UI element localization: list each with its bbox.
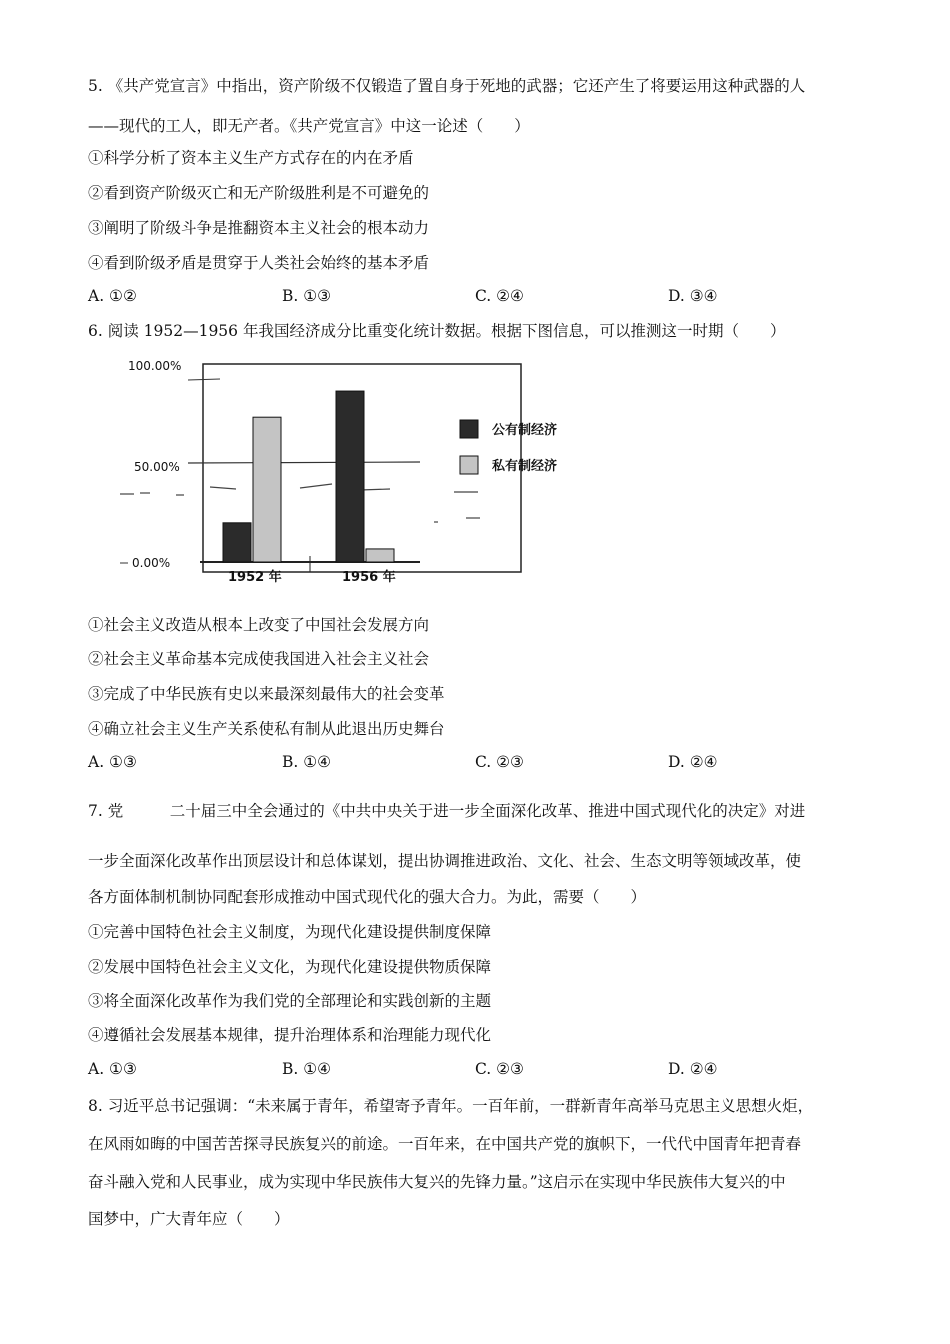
- q6-item-3: ③完成了中华民族有史以来最深刻最伟大的社会变革: [88, 685, 445, 703]
- q7-stem-line3: 各方面体制机制协同配套形成推动中国式现代化的强大合力。为此，需要（ ）: [88, 888, 647, 906]
- q7-item-1: ①完善中国特色社会主义制度，为现代化建设提供制度保障: [88, 923, 492, 941]
- ytick-label-100: 100.00%: [128, 359, 182, 373]
- q7-item-2: ②发展中国特色社会主义文化，为现代化建设提供物质保障: [88, 958, 492, 976]
- q5-item-2: ②看到资产阶级灭亡和无产阶级胜利是不可避免的: [88, 184, 430, 202]
- q8-stem-line1: 8. 习近平总书记强调：“未来属于青年，希望寄予青年。一百年前，一群新青年高举马克思主义思想火炬，: [88, 1097, 814, 1115]
- q6-item-1: ①社会主义改造从根本上改变了中国社会发展方向: [88, 616, 430, 634]
- q6-item-4: ④确立社会主义生产关系使私有制从此退出历史舞台: [88, 720, 445, 738]
- q6-option-d[interactable]: D. ②④: [668, 753, 718, 771]
- q7-option-c[interactable]: C. ②③: [475, 1060, 524, 1078]
- economic-composition-chart: [120, 356, 600, 588]
- q8-stem-line4: 国梦中，广大青年应（ ）: [88, 1210, 290, 1228]
- bar-1956-private: [366, 549, 394, 562]
- q6-option-a[interactable]: A. ①③: [88, 753, 137, 771]
- q5-option-c[interactable]: C. ②④: [475, 287, 524, 305]
- q5-item-1: ①科学分析了资本主义生产方式存在的内在矛盾: [88, 149, 414, 167]
- q8-stem-line2: 在风雨如晦的中国苦苦探寻民族复兴的前途。一百年来，在中国共产党的旗帜下，一代代中国青年把青春: [88, 1135, 802, 1153]
- q7-option-d[interactable]: D. ②④: [668, 1060, 718, 1078]
- q5-stem-line1: 5. 《共产党宣言》中指出，资产阶级不仅锻造了置自身于死地的武器；它还产生了将要运用这种武器的人: [88, 77, 806, 95]
- gridline-100: [188, 379, 220, 380]
- q6-stem: 6. 阅读 1952—1956 年我国经济成分比重变化统计数据。根据下图信息，可以推测这一时期（ ）: [88, 322, 786, 340]
- q6-option-b[interactable]: B. ①④: [282, 753, 332, 771]
- q6-item-2: ②社会主义革命基本完成使我国进入社会主义社会: [88, 650, 430, 668]
- q7-option-b[interactable]: B. ①④: [282, 1060, 332, 1078]
- xtick-label-1956: 1956 年: [342, 570, 396, 585]
- q5-option-a[interactable]: A. ①②: [88, 287, 137, 305]
- q8-stem-line3: 奋斗融入党和人民事业，成为实现中华民族伟大复兴的先锋力量。”这启示在实现中华民族伟大复兴的中: [88, 1173, 786, 1191]
- q7-item-4: ④遵循社会发展基本规律，提升治理体系和治理能力现代化: [88, 1026, 492, 1044]
- legend-label-private: 私有制经济: [492, 459, 558, 474]
- gridline-50: [188, 462, 420, 463]
- q6-option-c[interactable]: C. ②③: [475, 753, 524, 771]
- q5-item-3: ③阐明了阶级斗争是推翻资本主义社会的根本动力: [88, 219, 430, 237]
- bar-1952-private: [253, 417, 281, 562]
- legend-swatch-private: [460, 456, 478, 474]
- legend-label-public: 公有制经济: [492, 423, 558, 438]
- bar-1952-public: [223, 523, 251, 562]
- q7-option-a[interactable]: A. ①③: [88, 1060, 137, 1078]
- bar-1956-public: [336, 391, 364, 562]
- ytick-label-0: 0.00%: [132, 556, 171, 570]
- q7-stem-line1: 7. 党 二十届三中全会通过的《中共中央关于进一步全面深化改革、推进中国式现代化的决定》对进: [88, 802, 806, 820]
- q5-stem-line2: ——现代的工人，即无产者。《共产党宣言》中这一论述（ ）: [88, 117, 530, 135]
- ytick-label-50: 50.00%: [134, 460, 180, 474]
- q7-stem-line2: 一步全面深化改革作出顶层设计和总体谋划，提出协调推进政治、文化、社会、生态文明等领域改革，使: [88, 852, 802, 870]
- q5-item-4: ④看到阶级矛盾是贯穿于人类社会始终的基本矛盾: [88, 254, 430, 272]
- q7-item-3: ③将全面深化改革作为我们党的全部理论和实践创新的主题: [88, 992, 492, 1010]
- q5-option-b[interactable]: B. ①③: [282, 287, 332, 305]
- q5-option-d[interactable]: D. ③④: [668, 287, 718, 305]
- scan-noise: [120, 484, 480, 522]
- legend-swatch-public: [460, 420, 478, 438]
- xtick-label-1952: 1952 年: [228, 570, 282, 585]
